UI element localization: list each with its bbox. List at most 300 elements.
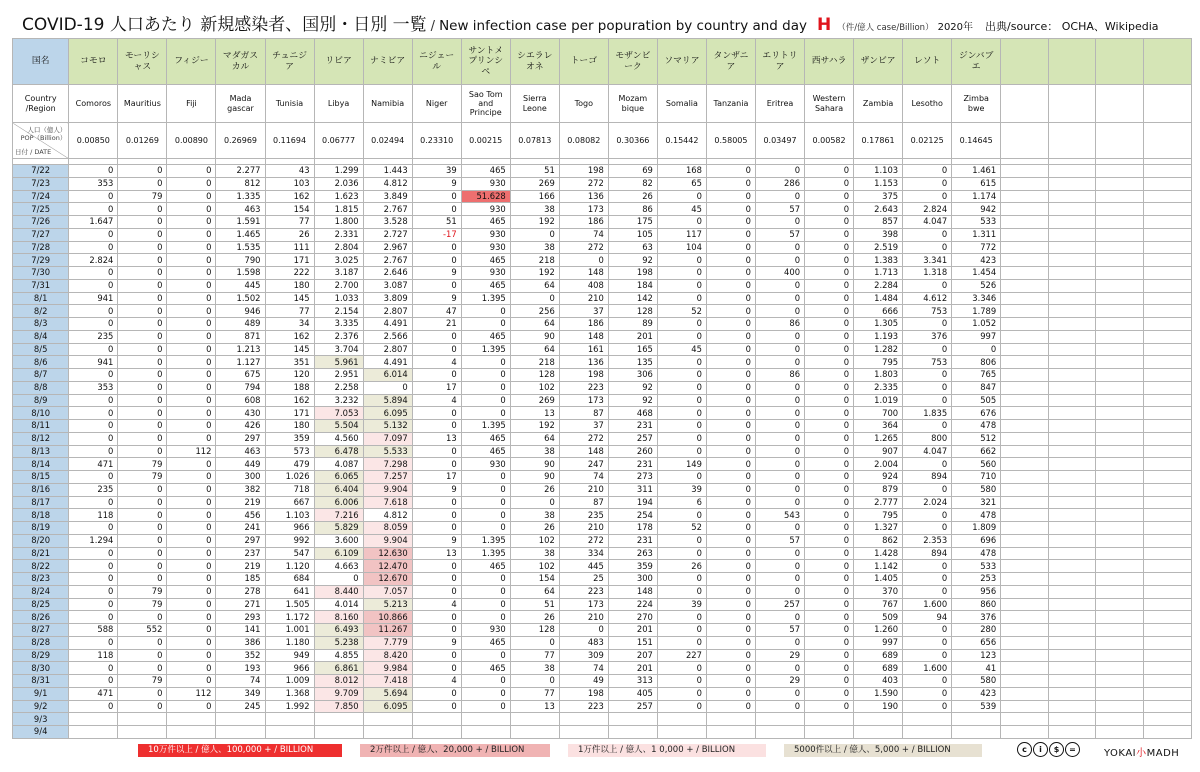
- value-cell: 0: [69, 279, 118, 292]
- value-cell: 8.160: [314, 611, 363, 624]
- value-cell: 34: [265, 318, 314, 331]
- value-cell: 9: [412, 636, 461, 649]
- value-cell: 359: [265, 432, 314, 445]
- value-cell: 1.395: [461, 547, 510, 560]
- value-cell: 7.057: [363, 585, 412, 598]
- value-cell: 794: [216, 381, 265, 394]
- empty-cell: [1001, 471, 1049, 484]
- value-cell: 1.026: [265, 471, 314, 484]
- value-cell: 0: [412, 585, 461, 598]
- date-cell: 8/12: [13, 432, 69, 445]
- value-cell: 0: [657, 292, 706, 305]
- value-cell: 219: [216, 496, 265, 509]
- value-cell: 0: [412, 241, 461, 254]
- value-cell: 0: [805, 573, 854, 586]
- value-cell: 359: [608, 560, 657, 573]
- value-cell: 0: [412, 573, 461, 586]
- title-separator: /: [430, 19, 436, 34]
- value-cell: 162: [265, 190, 314, 203]
- value-cell: 0: [706, 343, 755, 356]
- empty-cell: [1096, 662, 1144, 675]
- value-cell: 0: [118, 241, 167, 254]
- value-cell: 92: [608, 381, 657, 394]
- value-cell: 192: [510, 216, 559, 229]
- value-cell: 0: [510, 292, 559, 305]
- value-cell: 941: [69, 292, 118, 305]
- value-cell: 9.984: [363, 662, 412, 675]
- value-cell: 1.395: [461, 420, 510, 433]
- value-cell: 148: [608, 585, 657, 598]
- empty-cell: [1048, 713, 1096, 726]
- value-cell: 201: [608, 662, 657, 675]
- population-cell: 0.01269: [118, 123, 167, 159]
- legend-5000: 5000件以上 / 億人、5,000 + / BILLION: [784, 744, 982, 757]
- value-cell: 0: [706, 203, 755, 216]
- value-cell: 6.478: [314, 445, 363, 458]
- date-cell: 8/22: [13, 560, 69, 573]
- value-cell: 0: [657, 534, 706, 547]
- value-cell: 154: [265, 203, 314, 216]
- value-cell: 0: [167, 675, 216, 688]
- value-cell: 924: [854, 471, 903, 484]
- value-cell: 1.713: [854, 267, 903, 280]
- empty-cell: [805, 713, 854, 726]
- value-cell: 0: [167, 432, 216, 445]
- value-cell: 241: [216, 522, 265, 535]
- value-cell: 465: [461, 662, 510, 675]
- by-icon: i: [1033, 742, 1048, 757]
- value-cell: 0: [167, 241, 216, 254]
- empty-cell: [1048, 700, 1096, 713]
- value-cell: 966: [265, 522, 314, 535]
- value-cell: 0: [903, 228, 952, 241]
- value-cell: 0: [706, 165, 755, 178]
- value-cell: 449: [216, 458, 265, 471]
- value-cell: 0: [952, 343, 1001, 356]
- value-cell: 253: [952, 573, 1001, 586]
- value-cell: 57: [755, 534, 804, 547]
- empty-cell: [1144, 241, 1192, 254]
- value-cell: 4.047: [903, 216, 952, 229]
- value-cell: 1.103: [854, 165, 903, 178]
- value-cell: 136: [559, 356, 608, 369]
- value-cell: 608: [216, 394, 265, 407]
- value-cell: 90: [510, 458, 559, 471]
- empty-cell: [461, 713, 510, 726]
- value-cell: 718: [265, 483, 314, 496]
- value-cell: 148: [559, 330, 608, 343]
- empty-cell: [1096, 305, 1144, 318]
- empty-cell: [1144, 394, 1192, 407]
- value-cell: 376: [952, 611, 1001, 624]
- value-cell: 0: [805, 177, 854, 190]
- value-cell: 286: [755, 177, 804, 190]
- empty-cell: [706, 726, 755, 739]
- population-cell: 0.02494: [363, 123, 412, 159]
- empty-cell: [1096, 598, 1144, 611]
- value-cell: 184: [608, 279, 657, 292]
- value-cell: 0: [167, 254, 216, 267]
- value-cell: 930: [461, 267, 510, 280]
- empty-cell: [1096, 177, 1144, 190]
- value-cell: 408: [559, 279, 608, 292]
- value-cell: 9.904: [363, 483, 412, 496]
- empty-cell: [216, 713, 265, 726]
- date-cell: 7/29: [13, 254, 69, 267]
- value-cell: 465: [461, 445, 510, 458]
- empty-cell: [1096, 573, 1144, 586]
- empty-cell: [1096, 636, 1144, 649]
- value-cell: 0: [706, 598, 755, 611]
- value-cell: 0: [903, 687, 952, 700]
- empty-cell: [363, 713, 412, 726]
- value-cell: 223: [559, 700, 608, 713]
- date-cell: 8/20: [13, 534, 69, 547]
- value-cell: 74: [559, 662, 608, 675]
- empty-cell: [1144, 611, 1192, 624]
- country-name-en: Namibia: [363, 85, 412, 123]
- value-cell: 4: [412, 394, 461, 407]
- date-cell: 8/6: [13, 356, 69, 369]
- value-cell: 505: [952, 394, 1001, 407]
- value-cell: 0: [805, 190, 854, 203]
- empty-cell: [1001, 496, 1049, 509]
- value-cell: 0: [706, 279, 755, 292]
- date-cell: 7/28: [13, 241, 69, 254]
- population-cell: 0.08082: [559, 123, 608, 159]
- value-cell: 1.327: [854, 522, 903, 535]
- value-cell: 5.894: [363, 394, 412, 407]
- empty-cell: [1048, 177, 1096, 190]
- empty-cell: [1001, 700, 1049, 713]
- corner-country-jp: 国名: [13, 39, 69, 85]
- empty-cell: [1048, 369, 1096, 382]
- value-cell: 560: [952, 458, 1001, 471]
- empty-cell: [1001, 483, 1049, 496]
- value-cell: 2.700: [314, 279, 363, 292]
- value-cell: 1.505: [265, 598, 314, 611]
- value-cell: 1.835: [903, 407, 952, 420]
- country-name-en: Comoros: [69, 85, 118, 123]
- value-cell: 0: [69, 662, 118, 675]
- empty-cell: [1001, 636, 1049, 649]
- value-cell: 465: [461, 330, 510, 343]
- empty-cell: [1001, 458, 1049, 471]
- value-cell: 641: [265, 585, 314, 598]
- date-cell: 9/4: [13, 726, 69, 739]
- value-cell: 120: [265, 369, 314, 382]
- value-cell: 0: [657, 407, 706, 420]
- value-cell: 0: [903, 369, 952, 382]
- value-cell: 0: [805, 598, 854, 611]
- date-cell: 7/22: [13, 165, 69, 178]
- value-cell: 580: [952, 483, 1001, 496]
- value-cell: 0: [755, 165, 804, 178]
- value-cell: 0: [69, 560, 118, 573]
- date-label: 日付 / DATE: [15, 148, 52, 156]
- table-row: [13, 573, 1192, 586]
- value-cell: 0: [706, 356, 755, 369]
- value-cell: 38: [510, 509, 559, 522]
- empty-cell: [1048, 407, 1096, 420]
- population-cell: 0.14645: [952, 123, 1001, 159]
- value-cell: 4.047: [903, 445, 952, 458]
- value-cell: 7.298: [363, 458, 412, 471]
- empty-cell: [1144, 458, 1192, 471]
- empty-header-cell: [1144, 123, 1192, 159]
- date-cell: 7/25: [13, 203, 69, 216]
- empty-cell: [903, 713, 952, 726]
- empty-cell: [854, 713, 903, 726]
- value-cell: 235: [559, 509, 608, 522]
- empty-cell: [1144, 292, 1192, 305]
- value-cell: 0: [657, 611, 706, 624]
- value-cell: 86: [755, 369, 804, 382]
- value-cell: 270: [608, 611, 657, 624]
- value-cell: 0: [706, 675, 755, 688]
- country-name-jp: モザンビーク: [608, 39, 657, 85]
- value-cell: 4.014: [314, 598, 363, 611]
- empty-cell: [1096, 522, 1144, 535]
- value-cell: 0: [805, 624, 854, 637]
- value-cell: 946: [216, 305, 265, 318]
- value-cell: 370: [854, 585, 903, 598]
- value-cell: 426: [216, 420, 265, 433]
- value-cell: 0: [461, 407, 510, 420]
- table-row: [13, 369, 1192, 382]
- value-cell: 479: [265, 458, 314, 471]
- value-cell: 0: [805, 228, 854, 241]
- value-cell: 4: [412, 675, 461, 688]
- empty-cell: [854, 726, 903, 739]
- value-cell: 4.812: [363, 177, 412, 190]
- empty-cell: [1048, 420, 1096, 433]
- empty-cell: [1096, 228, 1144, 241]
- country-name-jp: トーゴ: [559, 39, 608, 85]
- value-cell: 1.461: [952, 165, 1001, 178]
- empty-cell: [1096, 509, 1144, 522]
- value-cell: 0: [805, 509, 854, 522]
- value-cell: 0: [118, 318, 167, 331]
- value-cell: 79: [118, 190, 167, 203]
- value-cell: 198: [559, 687, 608, 700]
- value-cell: 2.824: [69, 254, 118, 267]
- value-cell: 795: [854, 356, 903, 369]
- value-cell: 351: [265, 356, 314, 369]
- value-cell: 0: [69, 420, 118, 433]
- table-row: [13, 445, 1192, 458]
- empty-cell: [1048, 292, 1096, 305]
- empty-cell: [1144, 267, 1192, 280]
- value-cell: 0: [805, 560, 854, 573]
- value-cell: 0: [412, 369, 461, 382]
- country-name-jp: 西サハラ: [805, 39, 854, 85]
- value-cell: 0: [167, 165, 216, 178]
- value-cell: 0: [167, 585, 216, 598]
- value-cell: 5.213: [363, 598, 412, 611]
- value-cell: 0: [118, 611, 167, 624]
- value-cell: 0: [412, 649, 461, 662]
- value-cell: 0: [706, 624, 755, 637]
- empty-cell: [706, 713, 755, 726]
- value-cell: 0: [510, 675, 559, 688]
- table-row: [13, 560, 1192, 573]
- empty-cell: [1048, 573, 1096, 586]
- value-cell: 0: [657, 216, 706, 229]
- value-cell: 1.809: [952, 522, 1001, 535]
- empty-cell: [1096, 585, 1144, 598]
- empty-cell: [1144, 560, 1192, 573]
- empty-cell: [1001, 547, 1049, 560]
- table-row: [13, 726, 1192, 739]
- value-cell: 0: [412, 662, 461, 675]
- value-cell: 847: [952, 381, 1001, 394]
- country-name-jp: サントメプリンシペ: [461, 39, 510, 85]
- country-name-jp: ザンビア: [854, 39, 903, 85]
- value-cell: 445: [216, 279, 265, 292]
- value-cell: 0: [755, 432, 804, 445]
- value-cell: 39: [657, 483, 706, 496]
- value-cell: 9: [412, 292, 461, 305]
- value-cell: 0: [903, 458, 952, 471]
- value-cell: 0: [167, 649, 216, 662]
- value-cell: 7.418: [363, 675, 412, 688]
- empty-cell: [1096, 547, 1144, 560]
- value-cell: 105: [608, 228, 657, 241]
- value-cell: 207: [608, 649, 657, 662]
- value-cell: 210: [559, 522, 608, 535]
- value-cell: 0: [805, 356, 854, 369]
- value-cell: 468: [608, 407, 657, 420]
- empty-cell: [1048, 343, 1096, 356]
- value-cell: 11.267: [363, 624, 412, 637]
- value-cell: 0: [118, 649, 167, 662]
- empty-cell: [1144, 713, 1192, 726]
- value-cell: 353: [69, 381, 118, 394]
- value-cell: 0: [755, 700, 804, 713]
- value-cell: 0: [118, 305, 167, 318]
- empty-cell: [1048, 687, 1096, 700]
- value-cell: 0: [167, 700, 216, 713]
- empty-cell: [1096, 420, 1144, 433]
- value-cell: 930: [461, 241, 510, 254]
- value-cell: 162: [265, 330, 314, 343]
- value-cell: 2.767: [363, 254, 412, 267]
- table-row: [13, 713, 1192, 726]
- empty-cell: [1048, 611, 1096, 624]
- empty-header-cell: [1048, 123, 1096, 159]
- value-cell: 349: [216, 687, 265, 700]
- country-name-jp: ジンバブエ: [952, 39, 1001, 85]
- value-cell: 615: [952, 177, 1001, 190]
- value-cell: 5.533: [363, 445, 412, 458]
- value-cell: 0: [755, 687, 804, 700]
- table-row: [13, 254, 1192, 267]
- value-cell: 2.277: [216, 165, 265, 178]
- population-cell: 0.17861: [854, 123, 903, 159]
- empty-cell: [1001, 713, 1049, 726]
- value-cell: 79: [118, 458, 167, 471]
- value-cell: 0: [657, 636, 706, 649]
- value-cell: 2.951: [314, 369, 363, 382]
- value-cell: 0: [706, 458, 755, 471]
- table-row: [13, 394, 1192, 407]
- empty-cell: [1144, 420, 1192, 433]
- value-cell: 0: [755, 356, 804, 369]
- value-cell: 223: [559, 585, 608, 598]
- value-cell: 907: [854, 445, 903, 458]
- value-cell: 57: [755, 624, 804, 637]
- value-cell: 0: [167, 509, 216, 522]
- date-cell: 8/18: [13, 509, 69, 522]
- date-cell: 7/26: [13, 216, 69, 229]
- value-cell: 753: [903, 305, 952, 318]
- empty-cell: [1096, 216, 1144, 229]
- value-cell: 123: [952, 649, 1001, 662]
- value-cell: 0: [559, 624, 608, 637]
- value-cell: 0: [706, 611, 755, 624]
- empty-cell: [1144, 509, 1192, 522]
- empty-cell: [1001, 662, 1049, 675]
- date-cell: 8/24: [13, 585, 69, 598]
- value-cell: 857: [854, 216, 903, 229]
- table-row: [13, 649, 1192, 662]
- value-cell: 162: [265, 394, 314, 407]
- empty-cell: [1144, 318, 1192, 331]
- value-cell: 0: [167, 471, 216, 484]
- empty-cell: [1048, 534, 1096, 547]
- value-cell: 185: [216, 573, 265, 586]
- value-cell: 539: [952, 700, 1001, 713]
- date-cell: 8/3: [13, 318, 69, 331]
- value-cell: 198: [559, 369, 608, 382]
- value-cell: 186: [559, 318, 608, 331]
- value-cell: 0: [118, 343, 167, 356]
- table-row: [13, 305, 1192, 318]
- table-row: [13, 216, 1192, 229]
- date-cell: 9/2: [13, 700, 69, 713]
- value-cell: 0: [706, 369, 755, 382]
- country-name-jp: レソト: [903, 39, 952, 85]
- value-cell: 689: [854, 662, 903, 675]
- empty-cell: [1001, 598, 1049, 611]
- value-cell: 0: [755, 496, 804, 509]
- date-cell: 8/7: [13, 369, 69, 382]
- value-cell: 1.305: [854, 318, 903, 331]
- value-cell: 0: [805, 381, 854, 394]
- value-cell: 0: [706, 496, 755, 509]
- value-cell: 4.087: [314, 458, 363, 471]
- value-cell: 0: [657, 547, 706, 560]
- value-cell: 1.600: [903, 662, 952, 675]
- value-cell: 77: [265, 305, 314, 318]
- value-cell: 509: [854, 611, 903, 624]
- empty-cell: [1048, 216, 1096, 229]
- value-cell: 0: [118, 687, 167, 700]
- empty-cell: [1144, 573, 1192, 586]
- empty-cell: [1144, 432, 1192, 445]
- value-cell: 0: [903, 318, 952, 331]
- empty-cell: [1096, 394, 1144, 407]
- value-cell: 0: [657, 420, 706, 433]
- value-cell: 0: [706, 483, 755, 496]
- value-cell: 0: [755, 547, 804, 560]
- value-cell: 0: [461, 585, 510, 598]
- value-cell: 26: [510, 483, 559, 496]
- value-cell: 0: [903, 560, 952, 573]
- value-cell: 1.395: [461, 534, 510, 547]
- value-cell: 949: [265, 649, 314, 662]
